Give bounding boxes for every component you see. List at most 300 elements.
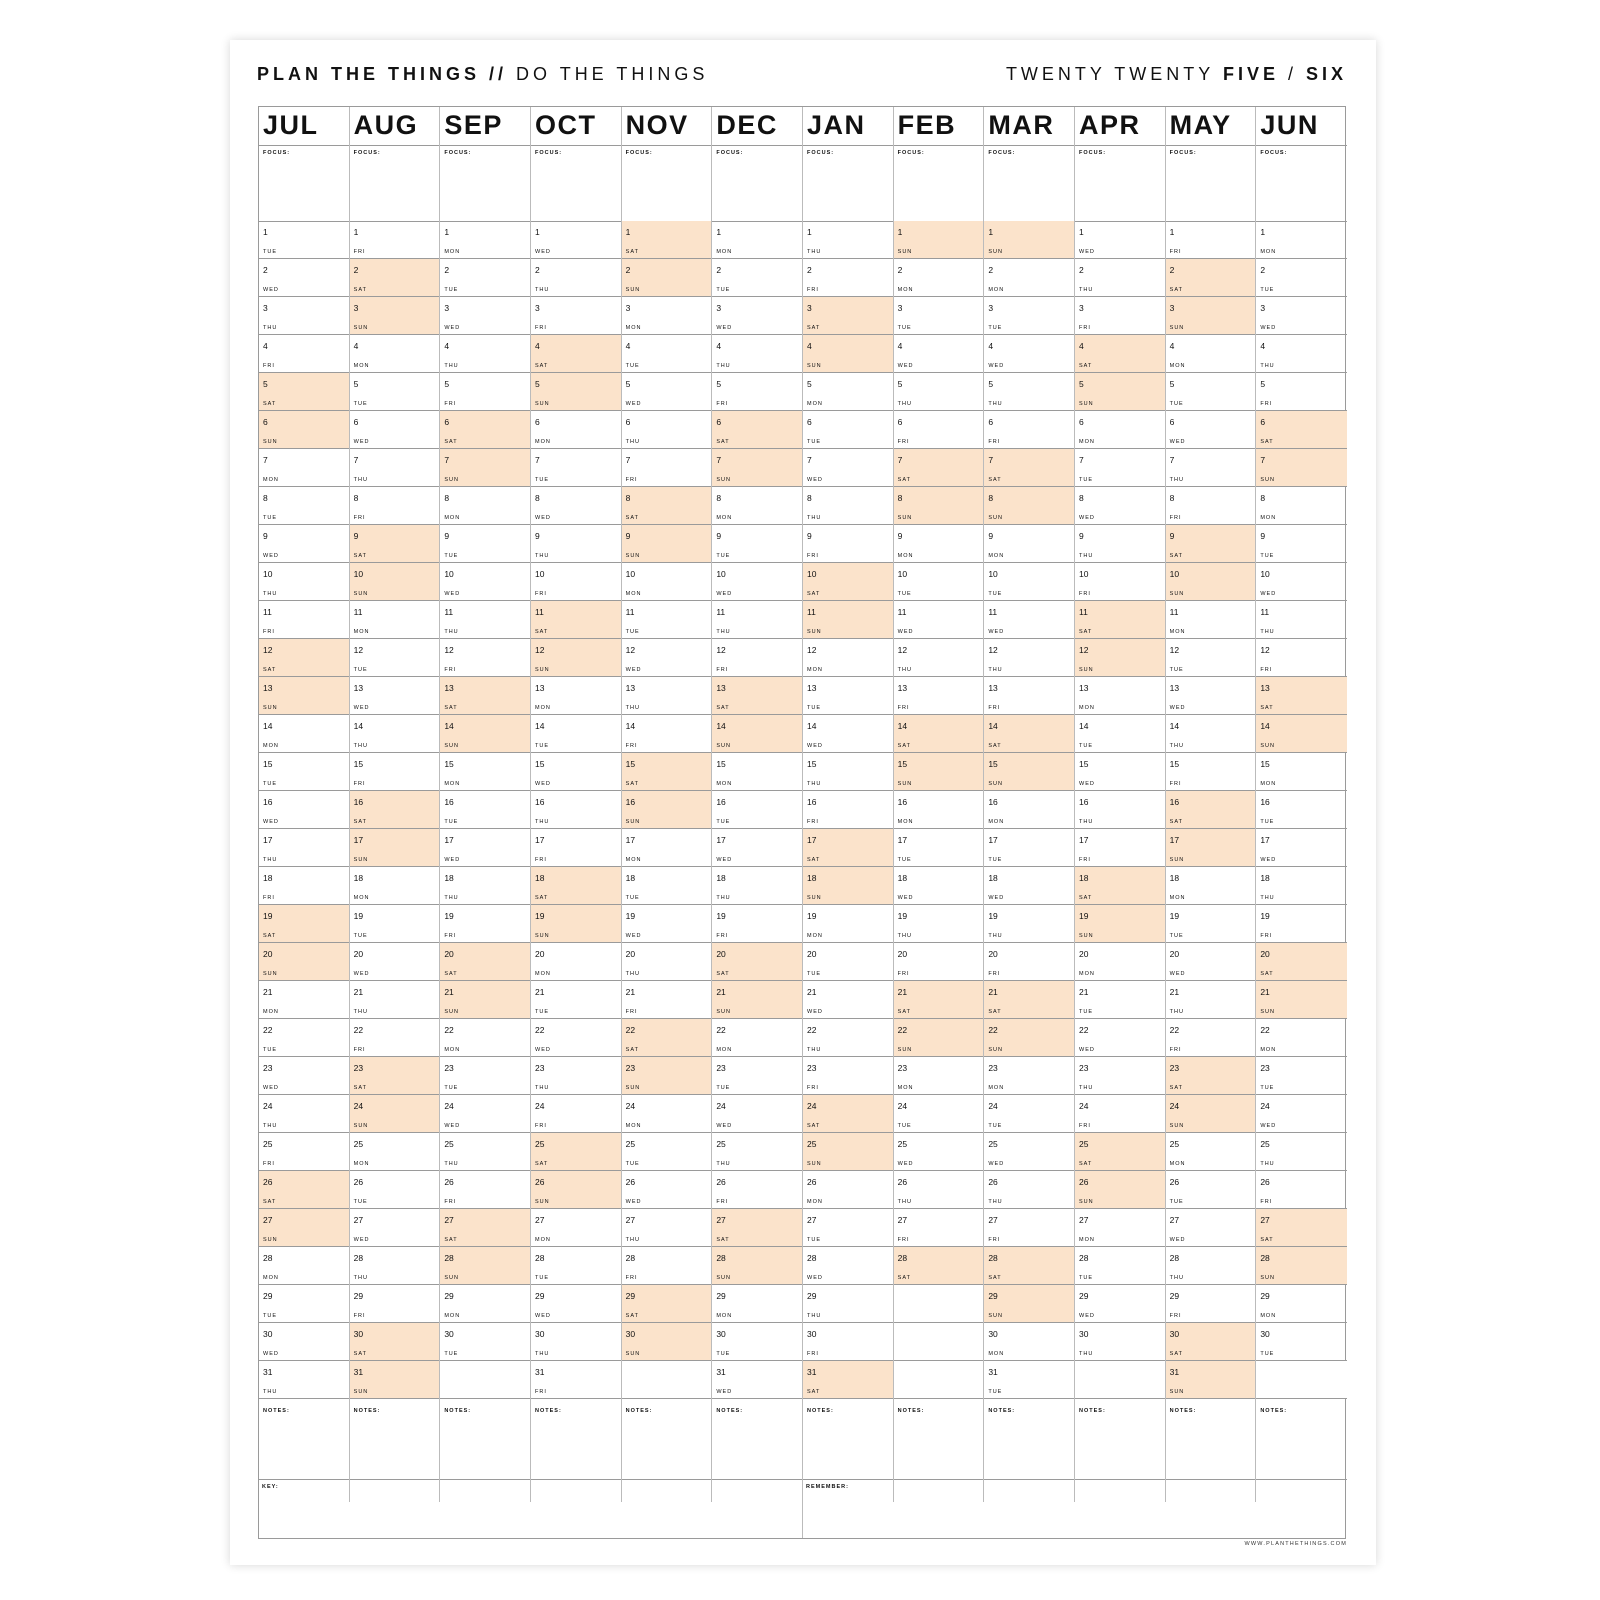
day-cell[interactable]: [531, 335, 621, 373]
focus-box[interactable]: [712, 145, 802, 222]
day-cell[interactable]: [622, 715, 712, 753]
day-cell[interactable]: [259, 221, 349, 259]
day-cell[interactable]: [1075, 335, 1165, 373]
day-cell[interactable]: [440, 981, 530, 1019]
day-cell[interactable]: [1256, 1057, 1347, 1095]
day-cell[interactable]: [531, 601, 621, 639]
day-cell[interactable]: [440, 1323, 530, 1361]
day-cell[interactable]: [894, 753, 984, 791]
day-cell[interactable]: [259, 753, 349, 791]
day-cell[interactable]: [984, 677, 1074, 715]
day-cell[interactable]: [984, 297, 1074, 335]
day-cell[interactable]: [1256, 791, 1347, 829]
day-cell[interactable]: [531, 259, 621, 297]
day-cell[interactable]: [712, 1019, 802, 1057]
day-cell[interactable]: [712, 829, 802, 867]
day-cell[interactable]: [803, 259, 893, 297]
day-cell[interactable]: [622, 1019, 712, 1057]
day-cell[interactable]: [531, 639, 621, 677]
day-cell[interactable]: [622, 487, 712, 525]
day-cell[interactable]: [1075, 449, 1165, 487]
day-cell[interactable]: [712, 1361, 802, 1399]
notes-box[interactable]: [894, 1403, 984, 1480]
day-cell[interactable]: [1075, 791, 1165, 829]
day-cell[interactable]: [894, 335, 984, 373]
day-cell[interactable]: [1075, 221, 1165, 259]
day-cell[interactable]: [984, 1057, 1074, 1095]
day-cell[interactable]: [1256, 753, 1347, 791]
day-cell[interactable]: [531, 943, 621, 981]
day-cell[interactable]: [259, 1171, 349, 1209]
day-cell[interactable]: [894, 943, 984, 981]
day-cell[interactable]: [622, 259, 712, 297]
day-cell[interactable]: [1166, 867, 1256, 905]
day-cell[interactable]: [1166, 449, 1256, 487]
day-cell[interactable]: [803, 1171, 893, 1209]
day-cell[interactable]: [350, 867, 440, 905]
day-cell[interactable]: [894, 1019, 984, 1057]
day-cell[interactable]: [259, 487, 349, 525]
focus-box[interactable]: [622, 145, 712, 222]
day-cell[interactable]: [350, 525, 440, 563]
day-cell[interactable]: [894, 525, 984, 563]
day-cell[interactable]: [712, 1209, 802, 1247]
day-cell[interactable]: [803, 487, 893, 525]
day-cell[interactable]: [1256, 905, 1347, 943]
day-cell[interactable]: [259, 867, 349, 905]
day-cell[interactable]: [984, 525, 1074, 563]
day-cell[interactable]: [1256, 601, 1347, 639]
day-cell[interactable]: [350, 829, 440, 867]
day-cell[interactable]: [803, 829, 893, 867]
day-cell[interactable]: [1256, 449, 1347, 487]
day-cell[interactable]: [1075, 677, 1165, 715]
day-cell[interactable]: [259, 1361, 349, 1399]
day-cell[interactable]: [440, 221, 530, 259]
day-cell[interactable]: [259, 1247, 349, 1285]
day-cell[interactable]: [531, 791, 621, 829]
day-cell[interactable]: [350, 1095, 440, 1133]
day-cell[interactable]: [894, 259, 984, 297]
day-cell[interactable]: [259, 259, 349, 297]
day-cell[interactable]: [1256, 525, 1347, 563]
day-cell[interactable]: [440, 715, 530, 753]
day-cell[interactable]: [622, 943, 712, 981]
day-cell[interactable]: [259, 791, 349, 829]
day-cell[interactable]: [894, 601, 984, 639]
day-cell[interactable]: [984, 1361, 1074, 1399]
focus-box[interactable]: [803, 145, 893, 222]
day-cell[interactable]: [259, 905, 349, 943]
day-cell[interactable]: [1166, 791, 1256, 829]
day-cell[interactable]: [894, 981, 984, 1019]
day-cell[interactable]: [894, 1133, 984, 1171]
day-cell[interactable]: [440, 905, 530, 943]
day-cell[interactable]: [1166, 905, 1256, 943]
day-cell[interactable]: [1075, 1209, 1165, 1247]
day-cell[interactable]: [803, 1019, 893, 1057]
day-cell[interactable]: [1075, 867, 1165, 905]
day-cell[interactable]: [1166, 715, 1256, 753]
day-cell[interactable]: [803, 373, 893, 411]
day-cell[interactable]: [622, 1171, 712, 1209]
day-cell[interactable]: [440, 525, 530, 563]
day-cell[interactable]: [259, 373, 349, 411]
day-cell[interactable]: [712, 677, 802, 715]
day-cell[interactable]: [440, 1019, 530, 1057]
day-cell[interactable]: [350, 1019, 440, 1057]
day-cell[interactable]: [259, 639, 349, 677]
day-cell[interactable]: [803, 1361, 893, 1399]
day-cell[interactable]: [1075, 753, 1165, 791]
notes-box[interactable]: [440, 1403, 530, 1480]
day-cell[interactable]: [440, 1133, 530, 1171]
day-cell[interactable]: [350, 943, 440, 981]
day-cell[interactable]: [531, 1171, 621, 1209]
day-cell[interactable]: [1166, 411, 1256, 449]
day-cell[interactable]: [803, 1285, 893, 1323]
day-cell[interactable]: [984, 601, 1074, 639]
day-cell[interactable]: [1075, 829, 1165, 867]
day-cell[interactable]: [622, 791, 712, 829]
day-cell[interactable]: [894, 639, 984, 677]
day-cell[interactable]: [350, 905, 440, 943]
day-cell[interactable]: [1166, 981, 1256, 1019]
day-cell[interactable]: [1075, 981, 1165, 1019]
day-cell[interactable]: [622, 905, 712, 943]
day-cell[interactable]: [1075, 1171, 1165, 1209]
day-cell[interactable]: [1075, 1247, 1165, 1285]
day-cell[interactable]: [894, 677, 984, 715]
day-cell[interactable]: [984, 373, 1074, 411]
day-cell[interactable]: [440, 943, 530, 981]
day-cell[interactable]: [712, 981, 802, 1019]
day-cell[interactable]: [1256, 221, 1347, 259]
focus-box[interactable]: [894, 145, 984, 222]
day-cell[interactable]: [622, 1133, 712, 1171]
day-cell[interactable]: [440, 1095, 530, 1133]
notes-box[interactable]: [259, 1403, 349, 1480]
day-cell[interactable]: [712, 1247, 802, 1285]
day-cell[interactable]: [803, 335, 893, 373]
day-cell[interactable]: [259, 943, 349, 981]
notes-box[interactable]: [712, 1403, 802, 1480]
day-cell[interactable]: [803, 601, 893, 639]
day-cell[interactable]: [803, 221, 893, 259]
day-cell[interactable]: [350, 1247, 440, 1285]
notes-box[interactable]: [1256, 1403, 1347, 1480]
notes-box[interactable]: [622, 1403, 712, 1480]
day-cell[interactable]: [440, 487, 530, 525]
day-cell[interactable]: [622, 335, 712, 373]
day-cell[interactable]: [350, 1361, 440, 1399]
day-cell[interactable]: [894, 1095, 984, 1133]
day-cell[interactable]: [803, 715, 893, 753]
day-cell[interactable]: [1256, 943, 1347, 981]
day-cell[interactable]: [531, 1133, 621, 1171]
day-cell[interactable]: [440, 791, 530, 829]
day-cell[interactable]: [712, 601, 802, 639]
day-cell[interactable]: [894, 1247, 984, 1285]
day-cell[interactable]: [984, 1209, 1074, 1247]
day-cell[interactable]: [531, 373, 621, 411]
day-cell[interactable]: [894, 411, 984, 449]
day-cell[interactable]: [350, 601, 440, 639]
day-cell[interactable]: [803, 1057, 893, 1095]
day-cell[interactable]: [440, 829, 530, 867]
day-cell[interactable]: [1166, 1057, 1256, 1095]
day-cell[interactable]: [350, 1171, 440, 1209]
day-cell[interactable]: [440, 259, 530, 297]
day-cell[interactable]: [894, 829, 984, 867]
day-cell[interactable]: [350, 1133, 440, 1171]
day-cell[interactable]: [440, 449, 530, 487]
day-cell[interactable]: [803, 297, 893, 335]
day-cell[interactable]: [1256, 297, 1347, 335]
day-cell[interactable]: [894, 715, 984, 753]
day-cell[interactable]: [531, 867, 621, 905]
day-cell[interactable]: [259, 525, 349, 563]
day-cell[interactable]: [1075, 411, 1165, 449]
day-cell[interactable]: [712, 373, 802, 411]
day-cell[interactable]: [350, 373, 440, 411]
day-cell[interactable]: [984, 1095, 1074, 1133]
day-cell[interactable]: [712, 1133, 802, 1171]
day-cell[interactable]: [894, 563, 984, 601]
day-cell[interactable]: [350, 563, 440, 601]
day-cell[interactable]: [803, 411, 893, 449]
day-cell[interactable]: [1166, 297, 1256, 335]
day-cell[interactable]: [531, 905, 621, 943]
day-cell[interactable]: [894, 1209, 984, 1247]
day-cell[interactable]: [531, 1361, 621, 1399]
day-cell[interactable]: [1075, 943, 1165, 981]
day-cell[interactable]: [259, 1095, 349, 1133]
day-cell[interactable]: [984, 829, 1074, 867]
notes-box[interactable]: [984, 1403, 1074, 1480]
day-cell[interactable]: [894, 905, 984, 943]
day-cell[interactable]: [622, 1247, 712, 1285]
day-cell[interactable]: [622, 1285, 712, 1323]
day-cell[interactable]: [1166, 563, 1256, 601]
day-cell[interactable]: [622, 449, 712, 487]
day-cell[interactable]: [259, 449, 349, 487]
day-cell[interactable]: [622, 411, 712, 449]
day-cell[interactable]: [984, 1323, 1074, 1361]
day-cell[interactable]: [440, 753, 530, 791]
day-cell[interactable]: [259, 1209, 349, 1247]
day-cell[interactable]: [1166, 335, 1256, 373]
day-cell[interactable]: [1166, 677, 1256, 715]
day-cell[interactable]: [531, 411, 621, 449]
day-cell[interactable]: [259, 1133, 349, 1171]
day-cell[interactable]: [984, 335, 1074, 373]
day-cell[interactable]: [350, 639, 440, 677]
day-cell[interactable]: [803, 639, 893, 677]
day-cell[interactable]: [622, 981, 712, 1019]
day-cell[interactable]: [440, 867, 530, 905]
day-cell[interactable]: [1166, 1285, 1256, 1323]
day-cell[interactable]: [1256, 411, 1347, 449]
day-cell[interactable]: [622, 601, 712, 639]
day-cell[interactable]: [531, 1285, 621, 1323]
day-cell[interactable]: [1075, 639, 1165, 677]
day-cell[interactable]: [622, 829, 712, 867]
day-cell[interactable]: [712, 1095, 802, 1133]
day-cell[interactable]: [984, 753, 1074, 791]
day-cell[interactable]: [803, 1209, 893, 1247]
day-cell[interactable]: [440, 297, 530, 335]
day-cell[interactable]: [350, 411, 440, 449]
day-cell[interactable]: [984, 1171, 1074, 1209]
day-cell[interactable]: [1256, 715, 1347, 753]
day-cell[interactable]: [531, 221, 621, 259]
day-cell[interactable]: [259, 677, 349, 715]
day-cell[interactable]: [1166, 1095, 1256, 1133]
day-cell[interactable]: [622, 1057, 712, 1095]
day-cell[interactable]: [712, 563, 802, 601]
day-cell[interactable]: [1256, 677, 1347, 715]
day-cell[interactable]: [712, 943, 802, 981]
day-cell[interactable]: [440, 601, 530, 639]
day-cell[interactable]: [531, 487, 621, 525]
focus-box[interactable]: [1166, 145, 1256, 222]
day-cell[interactable]: [984, 411, 1074, 449]
day-cell[interactable]: [1075, 259, 1165, 297]
day-cell[interactable]: [350, 1285, 440, 1323]
day-cell[interactable]: [622, 867, 712, 905]
day-cell[interactable]: [1256, 487, 1347, 525]
day-cell[interactable]: [622, 1209, 712, 1247]
focus-box[interactable]: [440, 145, 530, 222]
day-cell[interactable]: [259, 1057, 349, 1095]
day-cell[interactable]: [1256, 639, 1347, 677]
day-cell[interactable]: [894, 221, 984, 259]
day-cell[interactable]: [1166, 639, 1256, 677]
day-cell[interactable]: [803, 981, 893, 1019]
day-cell[interactable]: [259, 1323, 349, 1361]
day-cell[interactable]: [803, 1095, 893, 1133]
day-cell[interactable]: [984, 1285, 1074, 1323]
day-cell[interactable]: [350, 1209, 440, 1247]
day-cell[interactable]: [1166, 373, 1256, 411]
day-cell[interactable]: [984, 1019, 1074, 1057]
day-cell[interactable]: [1075, 905, 1165, 943]
day-cell[interactable]: [984, 905, 1074, 943]
day-cell[interactable]: [712, 335, 802, 373]
day-cell[interactable]: [622, 373, 712, 411]
day-cell[interactable]: [531, 563, 621, 601]
day-cell[interactable]: [984, 981, 1074, 1019]
day-cell[interactable]: [1256, 981, 1347, 1019]
day-cell[interactable]: [440, 677, 530, 715]
day-cell[interactable]: [440, 1209, 530, 1247]
day-cell[interactable]: [531, 981, 621, 1019]
day-cell[interactable]: [712, 867, 802, 905]
day-cell[interactable]: [1256, 373, 1347, 411]
focus-box[interactable]: [259, 145, 349, 222]
day-cell[interactable]: [440, 335, 530, 373]
day-cell[interactable]: [1256, 867, 1347, 905]
day-cell[interactable]: [259, 981, 349, 1019]
day-cell[interactable]: [1075, 601, 1165, 639]
day-cell[interactable]: [984, 487, 1074, 525]
day-cell[interactable]: [622, 677, 712, 715]
day-cell[interactable]: [622, 1095, 712, 1133]
day-cell[interactable]: [350, 677, 440, 715]
day-cell[interactable]: [259, 335, 349, 373]
day-cell[interactable]: [712, 1171, 802, 1209]
day-cell[interactable]: [440, 1057, 530, 1095]
day-cell[interactable]: [803, 1323, 893, 1361]
day-cell[interactable]: [984, 791, 1074, 829]
focus-box[interactable]: [1256, 145, 1347, 222]
day-cell[interactable]: [622, 753, 712, 791]
day-cell[interactable]: [803, 905, 893, 943]
day-cell[interactable]: [622, 563, 712, 601]
day-cell[interactable]: [259, 563, 349, 601]
notes-box[interactable]: [1075, 1403, 1165, 1480]
day-cell[interactable]: [1256, 1323, 1347, 1361]
day-cell[interactable]: [622, 297, 712, 335]
day-cell[interactable]: [803, 563, 893, 601]
day-cell[interactable]: [440, 1171, 530, 1209]
day-cell[interactable]: [440, 1247, 530, 1285]
day-cell[interactable]: [712, 259, 802, 297]
day-cell[interactable]: [712, 449, 802, 487]
day-cell[interactable]: [1166, 1019, 1256, 1057]
remember-box[interactable]: [802, 1479, 1346, 1538]
day-cell[interactable]: [712, 1057, 802, 1095]
day-cell[interactable]: [1075, 1285, 1165, 1323]
day-cell[interactable]: [894, 373, 984, 411]
day-cell[interactable]: [531, 715, 621, 753]
day-cell[interactable]: [803, 753, 893, 791]
day-cell[interactable]: [1166, 1247, 1256, 1285]
day-cell[interactable]: [1075, 373, 1165, 411]
notes-box[interactable]: [803, 1403, 893, 1480]
day-cell[interactable]: [350, 1323, 440, 1361]
day-cell[interactable]: [1256, 1133, 1347, 1171]
focus-box[interactable]: [1075, 145, 1165, 222]
day-cell[interactable]: [259, 411, 349, 449]
day-cell[interactable]: [531, 1209, 621, 1247]
day-cell[interactable]: [350, 1057, 440, 1095]
day-cell[interactable]: [984, 221, 1074, 259]
day-cell[interactable]: [1166, 601, 1256, 639]
day-cell[interactable]: [712, 791, 802, 829]
day-cell[interactable]: [1256, 1171, 1347, 1209]
day-cell[interactable]: [1166, 487, 1256, 525]
day-cell[interactable]: [1256, 829, 1347, 867]
day-cell[interactable]: [803, 1133, 893, 1171]
day-cell[interactable]: [984, 449, 1074, 487]
day-cell[interactable]: [712, 753, 802, 791]
day-cell[interactable]: [712, 297, 802, 335]
day-cell[interactable]: [440, 411, 530, 449]
day-cell[interactable]: [259, 715, 349, 753]
day-cell[interactable]: [712, 715, 802, 753]
day-cell[interactable]: [440, 373, 530, 411]
day-cell[interactable]: [712, 639, 802, 677]
day-cell[interactable]: [1166, 259, 1256, 297]
day-cell[interactable]: [440, 639, 530, 677]
day-cell[interactable]: [984, 259, 1074, 297]
day-cell[interactable]: [1166, 1361, 1256, 1399]
day-cell[interactable]: [531, 829, 621, 867]
key-box[interactable]: [258, 1479, 803, 1538]
day-cell[interactable]: [803, 791, 893, 829]
